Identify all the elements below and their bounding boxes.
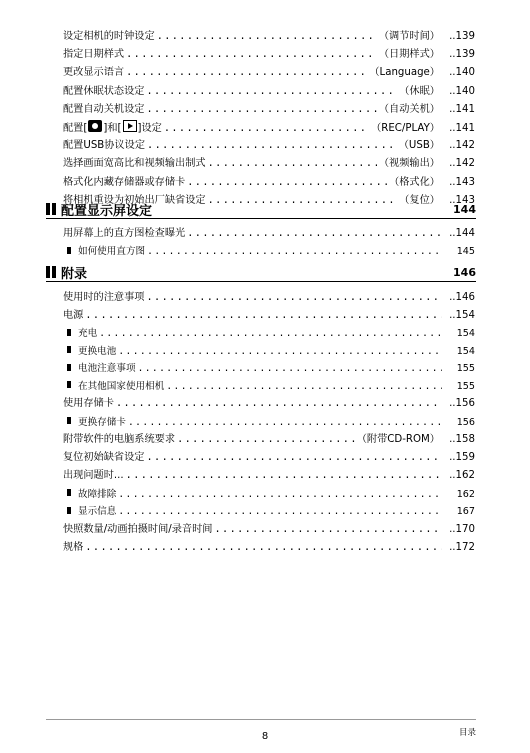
toc-entry-title: 故障排除	[78, 488, 117, 500]
leader-dots	[99, 325, 442, 343]
leader-dots	[147, 83, 398, 101]
toc-entry-title: 配置自动关机设定	[63, 103, 145, 115]
leader-dots	[147, 101, 377, 119]
toc-entry[interactable]	[63, 137, 475, 155]
section-title: 附录	[61, 266, 88, 282]
toc-entry-page: ..154	[449, 310, 475, 322]
leader-dots	[118, 486, 442, 504]
toc-entry-title: 更改显示语言	[63, 67, 125, 79]
toc-entry-page: ..158	[449, 434, 475, 446]
section-title: 配置显示屏设定	[61, 203, 153, 219]
toc-subentry[interactable]	[63, 360, 475, 378]
leader-dots	[215, 521, 443, 539]
toc-subentry[interactable]	[63, 343, 475, 361]
leader-dots	[85, 307, 442, 325]
leader-dots	[128, 414, 442, 432]
toc-entry-page: ..140	[449, 85, 475, 97]
toc-subentry[interactable]	[63, 378, 475, 396]
toc-entry[interactable]	[63, 449, 475, 467]
toc-block-settings	[63, 28, 475, 210]
camera-icon	[88, 120, 102, 132]
leader-dots	[157, 28, 377, 46]
leader-dots	[166, 378, 442, 396]
toc-entry-label: （日期样式）	[378, 49, 440, 61]
bullet-icon	[67, 329, 71, 336]
toc-entry-title: 显示信息	[78, 506, 117, 518]
bullet-icon	[67, 364, 71, 371]
toc-entry-title: 配置USB协议设定	[63, 140, 146, 152]
toc-entry-page: 154	[456, 328, 475, 340]
play-icon	[123, 120, 137, 132]
toc-block-display	[63, 225, 475, 261]
leader-dots	[85, 539, 442, 557]
section-page: 146	[453, 265, 476, 279]
toc-entry-page: ..170	[449, 523, 475, 535]
toc-entry-page: 167	[456, 506, 475, 518]
toc-subentry[interactable]	[63, 414, 475, 432]
leader-dots	[187, 225, 442, 243]
leader-dots	[187, 174, 387, 192]
toc-entry-title: 如何使用直方图	[78, 246, 146, 258]
toc-entry-page: ..141	[449, 122, 475, 134]
toc-entry-page: ..140	[449, 67, 475, 79]
section-marker-icon	[46, 203, 56, 215]
toc-entry-page: ..159	[449, 452, 475, 464]
toc-entry-title: 快照数量/动画拍摄时间/录音时间	[63, 523, 213, 535]
toc-entry-label: （休眠）	[399, 85, 440, 97]
toc-entry[interactable]	[63, 225, 475, 243]
toc-entry-page: 154	[456, 345, 475, 357]
leader-dots	[147, 289, 443, 307]
toc-entry-title: 指定日期样式	[63, 49, 125, 61]
leader-dots	[118, 343, 442, 361]
toc-subentry[interactable]	[63, 503, 475, 521]
toc-entry-title: 将相机重设为初始出厂缺省设定	[63, 194, 206, 206]
bullet-icon	[67, 417, 71, 424]
bullet-icon	[67, 381, 71, 388]
leader-dots	[147, 243, 442, 261]
footer-page-number: 8	[261, 731, 269, 742]
toc-entry-title: 更换电池	[78, 345, 117, 357]
toc-entry[interactable]	[63, 174, 475, 192]
toc-entry-label: （USB）	[398, 140, 440, 152]
toc-entry-label: （REC/PLAY）	[371, 122, 440, 134]
toc-entry-title: 规格	[63, 541, 84, 553]
section-heading-appendix[interactable]	[46, 263, 476, 282]
bullet-icon	[67, 247, 71, 254]
toc-entry-title: 电池注意事项	[78, 363, 136, 375]
toc-block-appendix	[63, 289, 475, 557]
toc-entry[interactable]	[63, 28, 475, 46]
toc-entry-title: 附带软件的电脑系统要求	[63, 434, 176, 446]
toc-entry-title: 用屏幕上的直方图检查曝光	[63, 228, 186, 239]
leader-dots	[126, 46, 377, 64]
toc-entry-title: 设定相机的时钟设定	[63, 31, 155, 42]
leader-dots	[147, 137, 397, 155]
toc-subentry[interactable]	[63, 325, 475, 343]
section-heading-display[interactable]	[46, 200, 476, 219]
toc-entry-label: （附带CD-ROM）	[356, 434, 440, 446]
toc-entry-label: （格式化）	[389, 176, 440, 188]
toc-entry-page: ..139	[449, 49, 475, 61]
leader-dots	[147, 449, 443, 467]
toc-entry[interactable]	[63, 307, 475, 325]
leader-dots	[126, 467, 442, 485]
toc-entry-page: ..172	[449, 541, 475, 553]
toc-entry-page: ..141	[449, 103, 475, 115]
toc-entry-title: 配置[ ]和[ ]设定	[63, 119, 162, 138]
bullet-icon	[67, 489, 71, 496]
toc-entry-title: 更换存储卡	[78, 416, 126, 428]
leader-dots	[116, 395, 442, 413]
toc-entry-page: ..139	[449, 31, 475, 42]
toc-subentry[interactable]	[63, 486, 475, 504]
toc-entry-page: ..146	[449, 292, 475, 303]
footer-divider	[46, 719, 476, 720]
toc-entry-title: 使用时的注意事项	[63, 292, 145, 303]
toc-entry-label: （视频输出）	[378, 158, 440, 170]
toc-entry-title: 电源	[63, 310, 84, 322]
toc-subentry[interactable]	[63, 243, 475, 261]
toc-entry-label: （Language）	[369, 67, 440, 79]
section-marker-icon	[46, 266, 56, 278]
toc-entry[interactable]	[63, 83, 475, 101]
toc-entry[interactable]	[63, 539, 475, 557]
toc-entry-title: 配置休眠状态设定	[63, 85, 145, 97]
toc-entry-page: ..142	[449, 158, 475, 170]
leader-dots	[208, 155, 377, 173]
toc-entry-page: 156	[456, 416, 475, 428]
toc-entry-page: ..142	[449, 140, 475, 152]
toc-entry-page: 162	[456, 488, 475, 500]
toc-entry-title: 在其他国家使用相机	[78, 380, 165, 392]
toc-entry[interactable]	[63, 521, 475, 539]
leader-dots	[126, 64, 367, 82]
toc-entry-title: 选择画面宽高比和视频输出制式	[63, 158, 206, 170]
toc-entry-page: ..156	[449, 398, 475, 410]
toc-entry[interactable]	[63, 395, 475, 413]
toc-entry-title: 复位初始缺省设定	[63, 452, 145, 464]
toc-entry-page: 145	[456, 246, 475, 258]
toc-entry[interactable]	[63, 289, 475, 307]
toc-entry-title: 格式化内藏存储器或存储卡	[63, 176, 186, 188]
toc-entry-title: 出现问题时...	[63, 470, 124, 482]
leader-dots	[177, 431, 355, 449]
leader-dots	[138, 360, 442, 378]
footer-section-label[interactable]: 目录	[458, 728, 476, 738]
toc-entry[interactable]	[63, 119, 475, 137]
toc-entry[interactable]	[63, 64, 475, 82]
toc-entry[interactable]	[63, 431, 475, 449]
toc-entry-title: 充电	[78, 328, 98, 340]
toc-entry-page: 155	[456, 380, 475, 392]
toc-entry-page: ..143	[449, 176, 475, 188]
toc-entry[interactable]	[63, 155, 475, 173]
bullet-icon	[67, 346, 71, 353]
bullet-icon	[67, 507, 71, 514]
toc-entry[interactable]	[63, 46, 475, 64]
toc-entry-page: ..162	[449, 470, 475, 482]
leader-dots	[164, 120, 369, 138]
toc-entry[interactable]	[63, 467, 475, 485]
toc-entry[interactable]	[63, 101, 475, 119]
toc-entry-label: （复位）	[399, 194, 440, 206]
toc-entry-page: ..144	[449, 228, 475, 239]
leader-dots	[118, 503, 442, 521]
toc-entry-label: （自动关机）	[378, 103, 440, 115]
toc-entry-page: 155	[456, 363, 475, 375]
section-page: 144	[453, 202, 476, 216]
toc-entry-label: （调节时间）	[378, 31, 440, 42]
toc-entry-title: 使用存储卡	[63, 398, 114, 410]
toc-entry-page: ..143	[449, 194, 475, 206]
